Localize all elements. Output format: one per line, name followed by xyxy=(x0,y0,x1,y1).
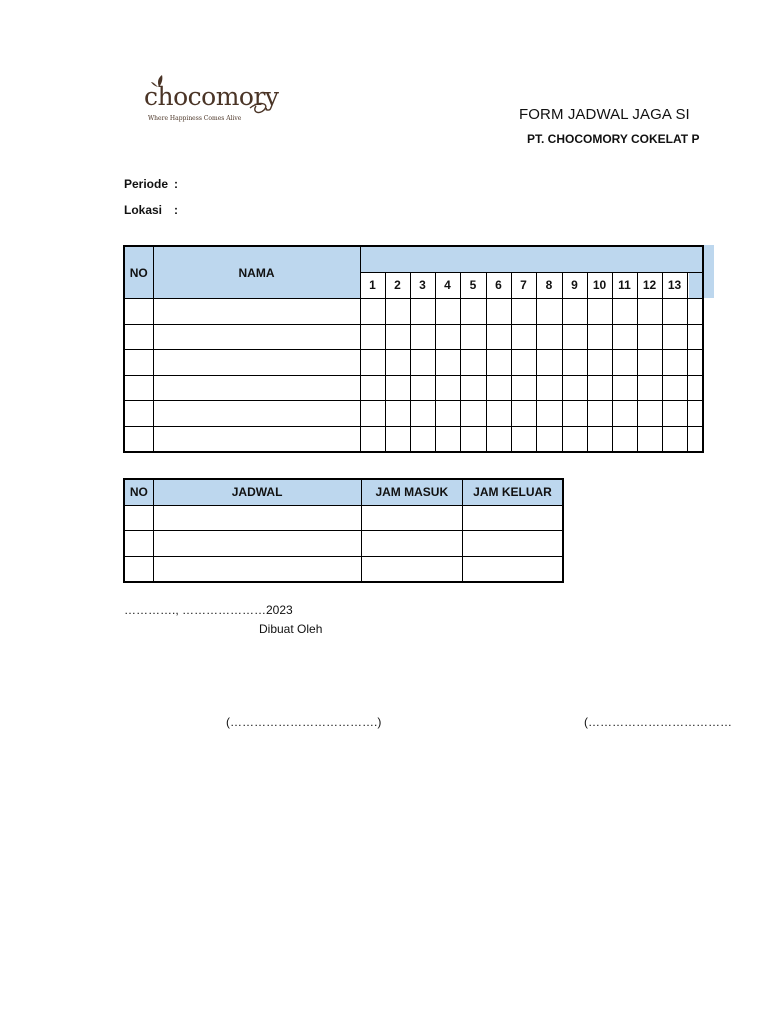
day-cell[interactable] xyxy=(587,324,612,350)
day-cell[interactable] xyxy=(486,350,511,376)
day-cell[interactable] xyxy=(410,324,435,350)
logo-tagline: Where Happiness Comes Alive xyxy=(148,115,242,122)
day-cell[interactable] xyxy=(637,324,662,350)
day-cell[interactable] xyxy=(511,375,536,401)
day-cell[interactable] xyxy=(385,426,410,452)
day-header-cell: 9 xyxy=(562,272,587,298)
day-cell[interactable] xyxy=(360,375,385,401)
day-cell[interactable] xyxy=(435,299,460,325)
day-header-cell: 5 xyxy=(460,272,486,298)
jam-masuk-cell[interactable] xyxy=(361,556,462,582)
day-cell[interactable] xyxy=(612,299,637,325)
day-cell[interactable] xyxy=(410,375,435,401)
col-header-jam-keluar: JAM KELUAR xyxy=(463,479,563,505)
logo-wordmark: chocomory xyxy=(144,82,279,111)
day-cell[interactable] xyxy=(536,350,562,376)
day-header-cell: 8 xyxy=(536,272,562,298)
jam-keluar-cell[interactable] xyxy=(463,505,563,531)
lokasi-label: Lokasi xyxy=(124,203,163,217)
table-row xyxy=(124,401,703,427)
day-cell[interactable] xyxy=(562,426,587,452)
col-header-no: NO xyxy=(124,246,153,299)
day-cell[interactable] xyxy=(486,324,511,350)
table-row xyxy=(124,324,703,350)
day-cell[interactable] xyxy=(662,401,687,427)
date-line: …………., …………………2023 xyxy=(124,603,293,617)
col-header-no: NO xyxy=(124,479,153,505)
day-cell[interactable] xyxy=(562,324,587,350)
day-cell[interactable] xyxy=(587,299,612,325)
day-cell[interactable] xyxy=(460,324,486,350)
day-cell[interactable] xyxy=(562,375,587,401)
day-header-cell: 4 xyxy=(435,272,460,298)
day-cell[interactable] xyxy=(410,401,435,427)
signature-left: (……………………………….) xyxy=(226,715,382,729)
day-cell[interactable] xyxy=(435,350,460,376)
table-row xyxy=(124,299,703,325)
day-cell[interactable] xyxy=(587,426,612,452)
jam-keluar-cell[interactable] xyxy=(463,531,563,557)
row-no-cell[interactable] xyxy=(124,531,153,557)
table-row xyxy=(124,505,563,531)
day-cell[interactable] xyxy=(360,426,385,452)
jadwal-cell[interactable] xyxy=(153,556,361,582)
day-cell[interactable] xyxy=(612,375,637,401)
day-cell[interactable] xyxy=(562,299,587,325)
table-row xyxy=(124,531,563,557)
lokasi-colon: : xyxy=(174,203,178,217)
day-cell[interactable] xyxy=(486,375,511,401)
day-cell[interactable] xyxy=(435,375,460,401)
day-cell[interactable] xyxy=(612,426,637,452)
day-cell[interactable] xyxy=(486,401,511,427)
table-row xyxy=(124,350,703,376)
row-no-cell[interactable] xyxy=(124,556,153,582)
day-cell[interactable] xyxy=(410,350,435,376)
day-cell[interactable] xyxy=(637,401,662,427)
form-title: FORM JADWAL JAGA SI xyxy=(519,106,690,123)
day-header-cell: 1 xyxy=(360,272,385,298)
day-cell[interactable] xyxy=(511,401,536,427)
day-cell[interactable] xyxy=(637,350,662,376)
table-row xyxy=(124,556,563,582)
day-cell[interactable] xyxy=(536,401,562,427)
schedule-table xyxy=(123,245,704,453)
periode-label: Periode xyxy=(124,177,169,191)
row-no-cell[interactable] xyxy=(124,350,153,376)
company-name: PT. CHOCOMORY COKELAT P xyxy=(527,132,700,146)
day-cell[interactable] xyxy=(536,375,562,401)
jadwal-cell[interactable] xyxy=(153,531,361,557)
day-cell[interactable] xyxy=(511,426,536,452)
logo-swirl-icon xyxy=(246,86,272,122)
day-cell[interactable] xyxy=(587,350,612,376)
day-cell[interactable] xyxy=(511,350,536,376)
day-cell[interactable] xyxy=(360,401,385,427)
day-cell[interactable] xyxy=(536,299,562,325)
nama-cell[interactable] xyxy=(153,350,360,376)
row-no-cell[interactable] xyxy=(124,324,153,350)
shift-table xyxy=(123,478,564,583)
row-no-cell[interactable] xyxy=(124,401,153,427)
day-cell[interactable] xyxy=(360,299,385,325)
table-row xyxy=(124,375,703,401)
day-cell[interactable] xyxy=(435,401,460,427)
day-cell[interactable] xyxy=(385,324,410,350)
day-cell[interactable] xyxy=(385,350,410,376)
day-cell[interactable] xyxy=(410,299,435,325)
day-cell[interactable] xyxy=(536,324,562,350)
day-cell[interactable] xyxy=(687,426,703,452)
day-cell[interactable] xyxy=(662,350,687,376)
day-cell[interactable] xyxy=(486,426,511,452)
day-cell[interactable] xyxy=(460,350,486,376)
jam-keluar-cell[interactable] xyxy=(463,556,563,582)
day-cell[interactable] xyxy=(612,324,637,350)
nama-cell[interactable] xyxy=(153,299,360,325)
day-cell[interactable] xyxy=(637,426,662,452)
day-cell[interactable] xyxy=(460,299,486,325)
day-cell[interactable] xyxy=(460,426,486,452)
signature-right: (……………………………… xyxy=(584,715,732,729)
jam-masuk-cell[interactable] xyxy=(361,531,462,557)
made-by-label: Dibuat Oleh xyxy=(259,622,323,636)
day-cell[interactable] xyxy=(460,401,486,427)
chocomory-logo xyxy=(140,74,280,130)
day-cell[interactable] xyxy=(536,426,562,452)
day-cell[interactable] xyxy=(511,324,536,350)
day-cell[interactable] xyxy=(687,324,703,350)
day-cell[interactable] xyxy=(486,299,511,325)
day-cell[interactable] xyxy=(460,375,486,401)
day-cell[interactable] xyxy=(612,401,637,427)
col-header-jam-masuk: JAM MASUK xyxy=(361,479,462,505)
nama-cell[interactable] xyxy=(153,401,360,427)
nama-cell[interactable] xyxy=(153,375,360,401)
row-no-cell[interactable] xyxy=(124,375,153,401)
day-cell[interactable] xyxy=(410,426,435,452)
day-header-cell: 12 xyxy=(637,272,662,298)
day-cell[interactable] xyxy=(385,401,410,427)
day-header-cell: 10 xyxy=(587,272,612,298)
jadwal-cell[interactable] xyxy=(153,505,361,531)
day-header-cell: 11 xyxy=(612,272,637,298)
day-cell[interactable] xyxy=(360,350,385,376)
col-header-jadwal: JADWAL xyxy=(153,479,361,505)
day-cell[interactable] xyxy=(511,299,536,325)
day-header-cell: 6 xyxy=(486,272,511,298)
day-header-cell: 7 xyxy=(511,272,536,298)
day-cell[interactable] xyxy=(562,401,587,427)
day-cell[interactable] xyxy=(637,375,662,401)
day-cell[interactable] xyxy=(687,350,703,376)
table-row xyxy=(124,426,703,452)
nama-cell[interactable] xyxy=(153,426,360,452)
day-cell[interactable] xyxy=(385,299,410,325)
col-header-nama: NAMA xyxy=(153,246,360,299)
jam-masuk-cell[interactable] xyxy=(361,505,462,531)
day-cell[interactable] xyxy=(662,299,687,325)
day-cell[interactable] xyxy=(662,426,687,452)
day-cell[interactable] xyxy=(662,375,687,401)
day-header-cell: 3 xyxy=(410,272,435,298)
day-cell[interactable] xyxy=(687,401,703,427)
day-cell[interactable] xyxy=(687,375,703,401)
day-cell[interactable] xyxy=(385,375,410,401)
day-cell[interactable] xyxy=(612,350,637,376)
day-cell[interactable] xyxy=(662,324,687,350)
day-cell[interactable] xyxy=(687,299,703,325)
day-header-cell xyxy=(687,272,703,298)
periode-colon: : xyxy=(174,177,178,191)
day-header-cell: 2 xyxy=(385,272,410,298)
day-cell[interactable] xyxy=(562,350,587,376)
day-cell[interactable] xyxy=(587,375,612,401)
row-no-cell[interactable] xyxy=(124,299,153,325)
nama-cell[interactable] xyxy=(153,324,360,350)
day-cell[interactable] xyxy=(435,324,460,350)
days-header-band xyxy=(360,246,703,272)
row-no-cell[interactable] xyxy=(124,505,153,531)
day-cell[interactable] xyxy=(360,324,385,350)
day-header-cell: 13 xyxy=(662,272,687,298)
row-no-cell[interactable] xyxy=(124,426,153,452)
day-cell[interactable] xyxy=(587,401,612,427)
day-cell[interactable] xyxy=(637,299,662,325)
day-cell[interactable] xyxy=(435,426,460,452)
